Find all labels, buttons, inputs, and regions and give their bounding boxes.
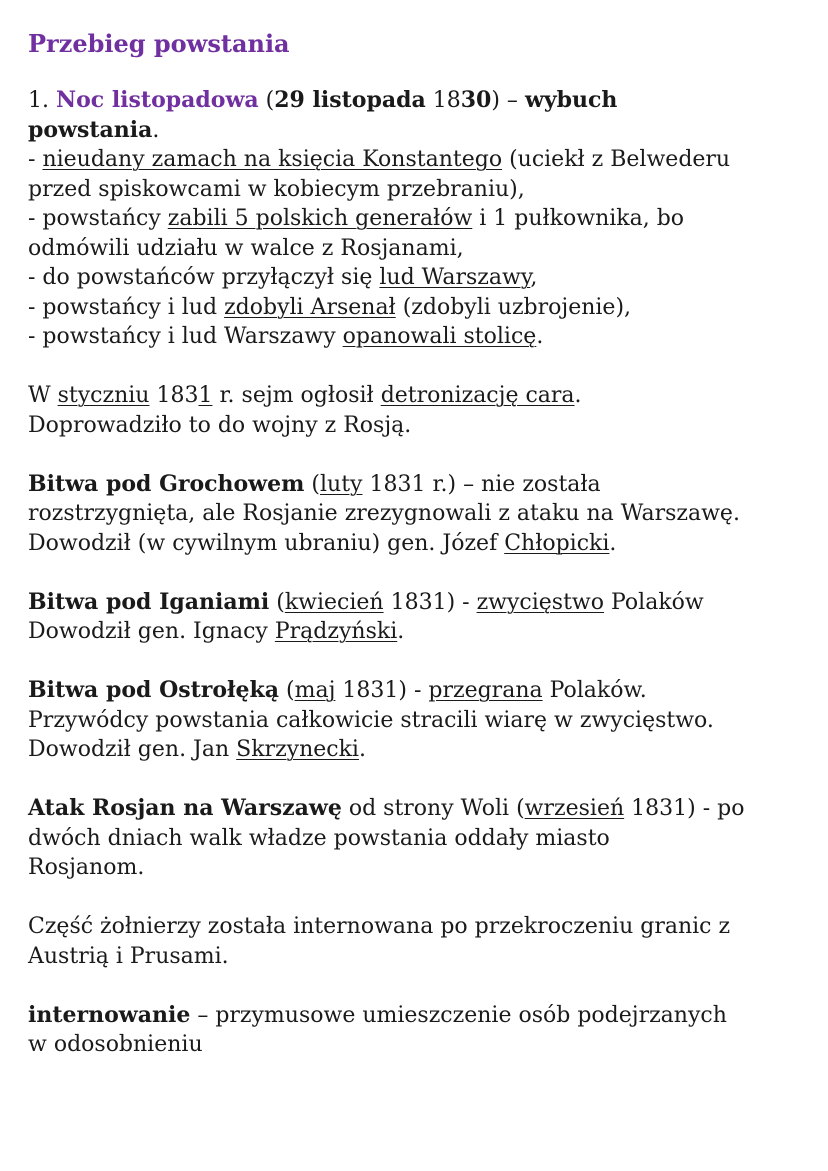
underlined-text: 1 [198,383,213,408]
text: - powstańcy i lud [28,294,225,320]
text: Polaków [604,589,704,615]
battle-name: Bitwa pod Iganiami [28,588,270,615]
text-line [28,676,818,706]
text: 1831) - [383,589,477,615]
text: (zdobyli uzbrojenie), [395,294,632,320]
text-line: rozstrzygnięta, ale Rosjanie zrezygnowali z ataku na Warszawę. [28,501,740,526]
section-detronizacja [28,381,818,440]
text-line: Doprowadziło to do wojny z Rosją. [28,412,412,438]
underlined-text: nieudany zamach na księcia Konstantego [42,147,503,172]
text: i 1 pułkownika, bo [472,206,685,231]
text-line: Część żołnierzy została internowana po przekroczeniu granic z [28,914,731,939]
section-definicja [28,1001,818,1060]
text: 1831) - po [624,796,745,821]
text-line: dwóch dniach walk władze powstania oddały miasto [28,825,610,851]
text-line [28,617,818,647]
bullet-line [28,204,818,234]
text: - powstańcy i lud Warszawy [28,324,343,349]
battle-name: Bitwa pod Ostrołęką [28,677,280,703]
underlined-text: zwycięstwo [476,589,605,615]
text-line: przed spiskowcami w kobiecym przebraniu), [28,176,525,202]
section-noc-listopadowa [28,86,818,352]
text-line [28,470,818,500]
underlined-text: wrzesień [524,796,625,821]
bullet-line [28,322,818,352]
year-part: 18 [425,88,461,113]
underlined-text: Prądzyński [274,619,398,644]
definition-text: – przymusowe umieszczenie osób podejrzanych [190,1002,727,1028]
keyword: powstania [28,116,153,143]
event-date: 29 listopada [274,87,426,113]
list-number: 1. [28,88,56,113]
text: . [574,383,582,408]
underlined-text: Chłopicki [504,530,610,556]
paren-close: ) – [491,88,525,113]
text: 183 [149,383,199,408]
text: ( [304,471,320,497]
paren: ( [258,88,275,113]
text: - do powstańców przyłączył się [28,265,380,290]
definition-term: internowanie [28,1001,191,1028]
underlined-text: detronizację cara [380,383,575,408]
year-part-bold: 30 [460,87,492,113]
text: Dowodził gen. Ignacy [28,619,275,644]
text-line [28,381,818,411]
text: . [358,737,366,762]
bullet-line [28,263,818,293]
noc-heading-line [28,86,818,116]
text-line [28,588,818,618]
text: . [397,619,405,644]
underlined-text: zdobyli Arsenał [224,294,396,320]
underlined-text: luty [319,471,363,497]
bullet-line [28,293,818,323]
text-line [28,794,818,824]
noc-heading-line2 [28,116,818,146]
text: - powstańcy [28,206,168,231]
text: , [530,265,538,290]
underlined-text: maj [294,678,336,703]
text-line [28,1001,818,1031]
underlined-text: przegrana [428,678,543,703]
keyword: wybuch [524,87,618,113]
text-line: w odosobnieniu [28,1032,203,1057]
text: (uciekł z Belwederu [502,147,731,172]
text: Polaków. [542,678,647,703]
event-name: Noc listopadowa [55,87,259,113]
text-line: Przywódcy powstania całkowicie stracili wiarę w zwycięstwo. [28,707,714,733]
punct: . [152,117,160,143]
section-grochow [28,470,818,559]
text: W [28,383,58,408]
text: . [536,324,544,349]
event-name: Atak Rosjan na Warszawę [28,795,342,821]
text: Dowodził (w cywilnym ubraniu) gen. Józef [28,530,505,556]
underlined-text: styczniu [57,383,150,408]
underlined-text: opanowali stolicę [342,324,537,349]
section-ostroleka [28,676,818,765]
bullet-line [28,145,818,175]
text: ( [279,678,295,703]
underlined-text: kwiecień [284,589,384,615]
document-page [28,28,818,1060]
text-line: odmówili udziału w walce z Rosjanami, [28,235,464,261]
section-iganie [28,588,818,647]
battle-name: Bitwa pod Grochowem [28,470,305,497]
section-atak-na-warszawe [28,794,818,883]
text-line: Rosjanom. [28,855,145,880]
text-line: Austrią i Prusami. [28,943,229,969]
text-line [28,529,818,559]
underlined-text: lud Warszawy [379,265,531,290]
text: . [609,530,617,556]
text: ( [269,589,285,615]
dash: - [28,147,43,172]
page-title: Przebieg powstania [28,29,290,58]
underlined-text: zabili 5 polskich generałów [167,206,473,231]
underlined-text: Skrzynecki [236,737,359,762]
text: r. sejm ogłosił [212,383,381,408]
text: od strony Woli ( [341,796,525,821]
text-line [28,735,818,765]
section-internowanie-note [28,912,818,971]
text: 1831) - [335,678,429,703]
text: 1831 r.) – nie została [362,471,601,497]
text: Dowodził gen. Jan [28,737,237,762]
